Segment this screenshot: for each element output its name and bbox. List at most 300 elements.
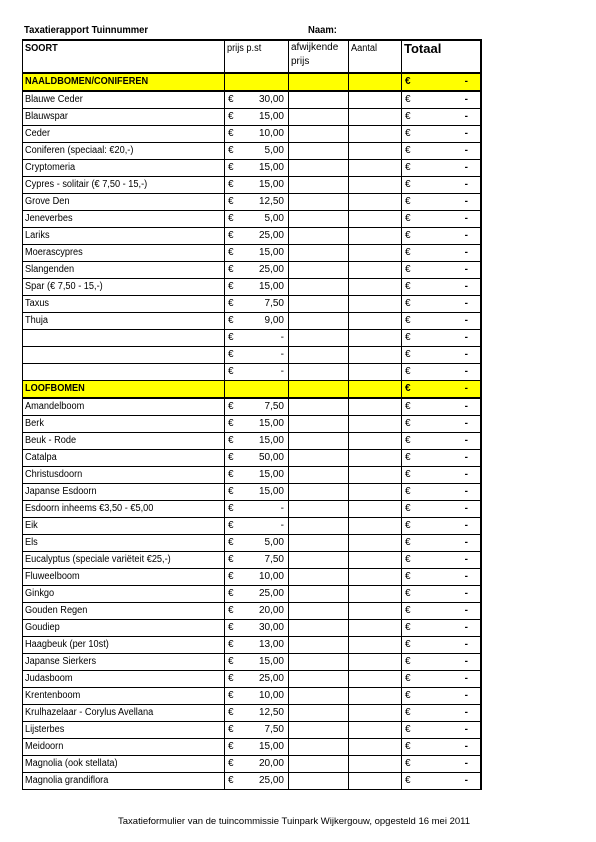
- quantity-input[interactable]: [349, 228, 402, 245]
- unit-price: [225, 211, 289, 228]
- alt-price-input[interactable]: [289, 722, 349, 739]
- total-currency: €: [405, 162, 411, 173]
- alt-price-input[interactable]: [289, 160, 349, 177]
- price-currency: €: [228, 554, 234, 565]
- total-value: -: [464, 230, 468, 241]
- quantity-input[interactable]: [349, 654, 402, 671]
- price-amount: 30,00: [258, 622, 284, 633]
- price-amount: 10,00: [258, 690, 284, 701]
- alt-price-input[interactable]: [289, 126, 349, 143]
- species-name: Cryptomeria: [23, 160, 225, 177]
- quantity-input[interactable]: [349, 330, 402, 347]
- species-name: Taxus: [23, 296, 225, 313]
- total-value: -: [464, 537, 468, 548]
- price-currency: €: [228, 622, 234, 633]
- species-name: Haagbeuk (per 10st): [23, 637, 225, 654]
- quantity-input[interactable]: [349, 773, 402, 790]
- price-currency: €: [228, 401, 234, 412]
- table-row: [23, 569, 482, 586]
- total-currency: €: [405, 707, 411, 718]
- quantity-input[interactable]: [349, 398, 402, 416]
- total-cell[interactable]: [402, 671, 482, 688]
- price-amount: 10,00: [258, 571, 284, 582]
- table-row: [23, 211, 482, 228]
- alt-price-input[interactable]: [289, 773, 349, 790]
- total-value: -: [464, 571, 468, 582]
- total-cell[interactable]: [402, 688, 482, 705]
- total-cell[interactable]: [402, 398, 482, 416]
- total-cell[interactable]: [402, 143, 482, 160]
- total-currency: €: [405, 179, 411, 190]
- alt-price-input[interactable]: [289, 620, 349, 637]
- unit-price: [225, 722, 289, 739]
- unit-price: [225, 637, 289, 654]
- price-currency: €: [228, 145, 234, 156]
- total-value: -: [464, 315, 468, 326]
- alt-price-input[interactable]: [289, 433, 349, 450]
- price-currency: €: [228, 775, 234, 786]
- table-row: [23, 518, 482, 535]
- species-name: Berk: [23, 416, 225, 433]
- price-amount: 15,00: [258, 281, 284, 292]
- total-value: -: [464, 605, 468, 616]
- section-quantity-cell: [349, 381, 402, 399]
- price-amount: 15,00: [258, 162, 284, 173]
- total-cell[interactable]: [402, 637, 482, 654]
- total-cell[interactable]: [402, 518, 482, 535]
- price-amount: -: [280, 520, 284, 531]
- alt-price-input[interactable]: [289, 654, 349, 671]
- species-name: Goudiep: [23, 620, 225, 637]
- quantity-input[interactable]: [349, 569, 402, 586]
- alt-price-input[interactable]: [289, 364, 349, 381]
- table-row: [23, 313, 482, 330]
- species-name: Fluweelboom: [23, 569, 225, 586]
- total-currency: €: [405, 264, 411, 275]
- price-currency: €: [228, 332, 234, 343]
- quantity-input[interactable]: [349, 535, 402, 552]
- total-value: -: [464, 111, 468, 122]
- table-row: [23, 756, 482, 773]
- alt-price-input[interactable]: [289, 347, 349, 364]
- table-row: [23, 467, 482, 484]
- price-currency: €: [228, 111, 234, 122]
- total-value: -: [464, 162, 468, 173]
- unit-price: [225, 177, 289, 194]
- table-row: [23, 143, 482, 160]
- total-currency: €: [405, 639, 411, 650]
- unit-price: [225, 552, 289, 569]
- quantity-input[interactable]: [349, 433, 402, 450]
- species-name: Eik: [23, 518, 225, 535]
- col-header-totaal: Totaal: [402, 40, 482, 73]
- total-cell[interactable]: [402, 296, 482, 313]
- alt-price-input[interactable]: [289, 535, 349, 552]
- price-currency: €: [228, 469, 234, 480]
- quantity-input[interactable]: [349, 109, 402, 126]
- quantity-input[interactable]: [349, 177, 402, 194]
- price-amount: 7,50: [264, 724, 284, 735]
- alt-price-input[interactable]: [289, 671, 349, 688]
- price-amount: -: [280, 349, 284, 360]
- price-currency: €: [228, 486, 234, 497]
- price-amount: 15,00: [258, 111, 284, 122]
- total-cell[interactable]: [402, 313, 482, 330]
- quantity-input[interactable]: [349, 450, 402, 467]
- total-value: -: [464, 366, 468, 377]
- total-value: -: [464, 264, 468, 275]
- price-currency: €: [228, 537, 234, 548]
- table-row: [23, 109, 482, 126]
- total-value: -: [464, 401, 468, 412]
- quantity-input[interactable]: [349, 364, 402, 381]
- section-alt-price-cell: [289, 381, 349, 399]
- total-currency: €: [405, 298, 411, 309]
- quantity-input[interactable]: [349, 279, 402, 296]
- price-amount: 15,00: [258, 469, 284, 480]
- price-currency: €: [228, 298, 234, 309]
- total-cell[interactable]: [402, 450, 482, 467]
- quantity-input[interactable]: [349, 416, 402, 433]
- species-name: Ginkgo: [23, 586, 225, 603]
- total-cell[interactable]: [402, 279, 482, 296]
- price-currency: €: [228, 741, 234, 752]
- total-value: -: [464, 435, 468, 446]
- total-currency: €: [405, 724, 411, 735]
- species-name: Cypres - solitair (€ 7,50 - 15,-): [23, 177, 225, 194]
- total-value: -: [464, 349, 468, 360]
- total-value: -: [464, 588, 468, 599]
- alt-price-input[interactable]: [289, 552, 349, 569]
- total-currency: €: [405, 76, 411, 87]
- price-amount: 20,00: [258, 758, 284, 769]
- price-amount: 10,00: [258, 128, 284, 139]
- species-name: Eucalyptus (speciale variëteit €25,-): [23, 552, 225, 569]
- total-cell[interactable]: [402, 194, 482, 211]
- alt-price-input[interactable]: [289, 501, 349, 518]
- price-currency: €: [228, 315, 234, 326]
- table-row: [23, 347, 482, 364]
- total-value: -: [464, 213, 468, 224]
- total-currency: €: [405, 383, 411, 394]
- unit-price: [225, 143, 289, 160]
- alt-price-input[interactable]: [289, 211, 349, 228]
- total-cell[interactable]: [402, 535, 482, 552]
- quantity-input[interactable]: [349, 211, 402, 228]
- price-currency: €: [228, 366, 234, 377]
- total-currency: €: [405, 690, 411, 701]
- total-cell[interactable]: [402, 416, 482, 433]
- total-cell[interactable]: [402, 245, 482, 262]
- total-cell[interactable]: [402, 620, 482, 637]
- table-row: [23, 245, 482, 262]
- price-currency: €: [228, 196, 234, 207]
- total-cell[interactable]: [402, 569, 482, 586]
- table-row: [23, 603, 482, 620]
- alt-price-input[interactable]: [289, 143, 349, 160]
- species-name: Magnolia (ook stellata): [23, 756, 225, 773]
- price-currency: €: [228, 656, 234, 667]
- species-name: Coniferen (speciaal: €20,-): [23, 143, 225, 160]
- quantity-input[interactable]: [349, 722, 402, 739]
- unit-price: [225, 126, 289, 143]
- quantity-input[interactable]: [349, 518, 402, 535]
- price-amount: 25,00: [258, 673, 284, 684]
- species-name: Moerascypres: [23, 245, 225, 262]
- total-cell[interactable]: [402, 262, 482, 279]
- col-header-aantal: Aantal: [349, 40, 402, 73]
- alt-price-input[interactable]: [289, 518, 349, 535]
- table-row: [23, 705, 482, 722]
- alt-price-input[interactable]: [289, 739, 349, 756]
- total-cell[interactable]: [402, 228, 482, 245]
- quantity-input[interactable]: [349, 143, 402, 160]
- quantity-input[interactable]: [349, 484, 402, 501]
- quantity-input[interactable]: [349, 313, 402, 330]
- price-currency: €: [228, 690, 234, 701]
- quantity-input[interactable]: [349, 671, 402, 688]
- price-amount: 50,00: [258, 452, 284, 463]
- section-title: NAALDBOMEN/CONIFEREN: [23, 73, 225, 91]
- table-row: [23, 671, 482, 688]
- price-currency: €: [228, 94, 234, 105]
- species-name: Ceder: [23, 126, 225, 143]
- price-currency: €: [228, 281, 234, 292]
- alt-price-input[interactable]: [289, 91, 349, 109]
- alt-price-input[interactable]: [289, 228, 349, 245]
- unit-price: [225, 398, 289, 416]
- unit-price: [225, 279, 289, 296]
- species-name: Slangenden: [23, 262, 225, 279]
- quantity-input[interactable]: [349, 586, 402, 603]
- species-name: Krentenboom: [23, 688, 225, 705]
- unit-price: [225, 501, 289, 518]
- name-label: Naam:: [308, 24, 337, 36]
- alt-price-input[interactable]: [289, 262, 349, 279]
- table-row: [23, 296, 482, 313]
- unit-price: [225, 364, 289, 381]
- section-alt-price-cell: [289, 73, 349, 91]
- total-value: -: [464, 758, 468, 769]
- quantity-input[interactable]: [349, 347, 402, 364]
- price-currency: €: [228, 162, 234, 173]
- species-name: Esdoorn inheems €3,50 - €5,00: [23, 501, 225, 518]
- total-cell[interactable]: [402, 211, 482, 228]
- price-amount: 20,00: [258, 605, 284, 616]
- total-currency: €: [405, 775, 411, 786]
- alt-price-input[interactable]: [289, 450, 349, 467]
- total-currency: €: [405, 673, 411, 684]
- total-currency: €: [405, 94, 411, 105]
- total-cell[interactable]: [402, 654, 482, 671]
- alt-price-input[interactable]: [289, 705, 349, 722]
- alt-price-input[interactable]: [289, 109, 349, 126]
- total-cell[interactable]: [402, 381, 482, 399]
- total-cell[interactable]: [402, 347, 482, 364]
- species-name: Catalpa: [23, 450, 225, 467]
- total-cell[interactable]: [402, 109, 482, 126]
- total-currency: €: [405, 571, 411, 582]
- unit-price: [225, 756, 289, 773]
- alt-price-input[interactable]: [289, 245, 349, 262]
- table-row: [23, 552, 482, 569]
- total-value: -: [464, 196, 468, 207]
- total-value: -: [464, 469, 468, 480]
- unit-price: [225, 654, 289, 671]
- total-value: -: [464, 94, 468, 105]
- total-cell[interactable]: [402, 773, 482, 790]
- total-cell[interactable]: [402, 739, 482, 756]
- table-row: [23, 484, 482, 501]
- quantity-input[interactable]: [349, 637, 402, 654]
- quantity-input[interactable]: [349, 552, 402, 569]
- unit-price: [225, 467, 289, 484]
- unit-price: [225, 228, 289, 245]
- total-cell[interactable]: [402, 756, 482, 773]
- total-currency: €: [405, 145, 411, 156]
- quantity-input[interactable]: [349, 603, 402, 620]
- table-row: [23, 91, 482, 109]
- quantity-input[interactable]: [349, 126, 402, 143]
- unit-price: [225, 91, 289, 109]
- total-currency: €: [405, 554, 411, 565]
- alt-price-input[interactable]: [289, 330, 349, 347]
- quantity-input[interactable]: [349, 262, 402, 279]
- total-currency: €: [405, 435, 411, 446]
- quantity-input[interactable]: [349, 245, 402, 262]
- alt-price-input[interactable]: [289, 569, 349, 586]
- species-name: Japanse Sierkers: [23, 654, 225, 671]
- price-currency: €: [228, 264, 234, 275]
- price-amount: -: [280, 503, 284, 514]
- total-currency: €: [405, 247, 411, 258]
- price-amount: 7,50: [264, 554, 284, 565]
- quantity-input[interactable]: [349, 194, 402, 211]
- total-value: -: [464, 383, 468, 394]
- quantity-input[interactable]: [349, 688, 402, 705]
- total-cell[interactable]: [402, 722, 482, 739]
- total-currency: €: [405, 452, 411, 463]
- alt-price-input[interactable]: [289, 194, 349, 211]
- species-name: Meidoorn: [23, 739, 225, 756]
- price-currency: €: [228, 213, 234, 224]
- total-cell[interactable]: [402, 91, 482, 109]
- total-cell[interactable]: [402, 501, 482, 518]
- table-row: [23, 654, 482, 671]
- price-amount: 15,00: [258, 247, 284, 258]
- total-currency: €: [405, 230, 411, 241]
- section-price-cell: [225, 381, 289, 399]
- total-value: -: [464, 520, 468, 531]
- quantity-input[interactable]: [349, 620, 402, 637]
- alt-price-input[interactable]: [289, 586, 349, 603]
- price-currency: €: [228, 639, 234, 650]
- quantity-input[interactable]: [349, 756, 402, 773]
- total-value: -: [464, 418, 468, 429]
- table-row: [23, 739, 482, 756]
- total-cell[interactable]: [402, 364, 482, 381]
- table-row: [23, 688, 482, 705]
- unit-price: [225, 245, 289, 262]
- total-cell[interactable]: [402, 433, 482, 450]
- col-header-prijs: prijs p.st: [225, 40, 289, 73]
- price-amount: 25,00: [258, 264, 284, 275]
- price-currency: €: [228, 349, 234, 360]
- alt-price-input[interactable]: [289, 756, 349, 773]
- price-currency: €: [228, 247, 234, 258]
- alt-price-input[interactable]: [289, 467, 349, 484]
- total-cell[interactable]: [402, 705, 482, 722]
- valuation-table: [22, 39, 482, 790]
- total-cell[interactable]: [402, 330, 482, 347]
- total-currency: €: [405, 111, 411, 122]
- total-cell[interactable]: [402, 126, 482, 143]
- quantity-input[interactable]: [349, 296, 402, 313]
- alt-price-input[interactable]: [289, 637, 349, 654]
- total-cell[interactable]: [402, 467, 482, 484]
- unit-price: [225, 518, 289, 535]
- section-header-row: [23, 73, 482, 91]
- alt-price-input[interactable]: [289, 398, 349, 416]
- alt-price-input[interactable]: [289, 416, 349, 433]
- price-amount: 15,00: [258, 179, 284, 190]
- quantity-input[interactable]: [349, 501, 402, 518]
- quantity-input[interactable]: [349, 160, 402, 177]
- total-currency: €: [405, 366, 411, 377]
- quantity-input[interactable]: [349, 91, 402, 109]
- alt-price-input[interactable]: [289, 484, 349, 501]
- total-currency: €: [405, 486, 411, 497]
- unit-price: [225, 569, 289, 586]
- price-amount: 12,50: [258, 196, 284, 207]
- total-currency: €: [405, 622, 411, 633]
- total-currency: €: [405, 588, 411, 599]
- alt-price-input[interactable]: [289, 177, 349, 194]
- price-amount: 15,00: [258, 418, 284, 429]
- alt-price-input[interactable]: [289, 296, 349, 313]
- total-currency: €: [405, 520, 411, 531]
- alt-price-input[interactable]: [289, 313, 349, 330]
- total-cell[interactable]: [402, 484, 482, 501]
- alt-price-input[interactable]: [289, 688, 349, 705]
- total-cell[interactable]: [402, 586, 482, 603]
- total-cell[interactable]: [402, 177, 482, 194]
- price-currency: €: [228, 418, 234, 429]
- total-cell[interactable]: [402, 552, 482, 569]
- alt-price-input[interactable]: [289, 279, 349, 296]
- unit-price: [225, 262, 289, 279]
- quantity-input[interactable]: [349, 705, 402, 722]
- total-value: -: [464, 673, 468, 684]
- section-price-cell: [225, 73, 289, 91]
- total-value: -: [464, 281, 468, 292]
- price-amount: 30,00: [258, 94, 284, 105]
- price-currency: €: [228, 179, 234, 190]
- total-cell[interactable]: [402, 73, 482, 91]
- total-cell[interactable]: [402, 160, 482, 177]
- alt-price-input[interactable]: [289, 603, 349, 620]
- total-value: -: [464, 724, 468, 735]
- species-name: Beuk - Rode: [23, 433, 225, 450]
- unit-price: [225, 450, 289, 467]
- total-cell[interactable]: [402, 603, 482, 620]
- total-currency: €: [405, 213, 411, 224]
- species-name: Thuja: [23, 313, 225, 330]
- quantity-input[interactable]: [349, 467, 402, 484]
- unit-price: [225, 416, 289, 433]
- species-name: Lijsterbes: [23, 722, 225, 739]
- quantity-input[interactable]: [349, 739, 402, 756]
